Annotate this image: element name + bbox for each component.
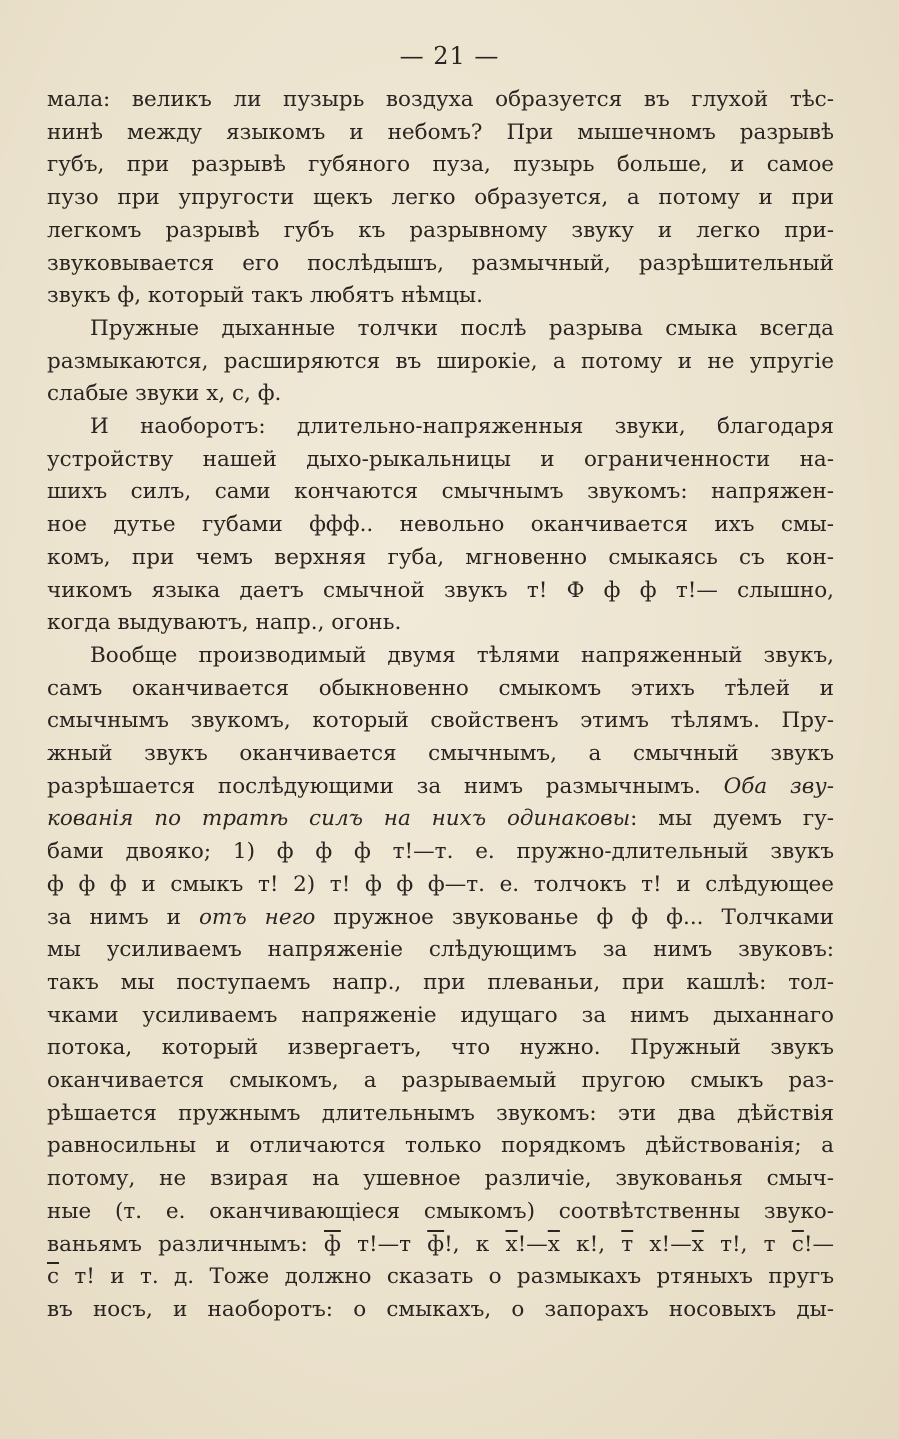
text-segment: жный звукъ оканчивается смычнымъ, а смычный звукъ	[47, 741, 834, 766]
text-line	[47, 1000, 834, 1032]
text-segment: комъ, при чемъ верхняя губа, мгновенно смыкаясь съ кон-	[47, 544, 834, 570]
text-line	[47, 1032, 834, 1064]
text-line	[47, 673, 834, 705]
text-line	[47, 803, 834, 835]
text-segment: х!—	[633, 1231, 692, 1257]
text-line	[47, 934, 834, 966]
text-line	[47, 607, 834, 639]
text-segment: ное дутье губами ффф.. невольно оканчивается ихъ смы-	[47, 512, 834, 538]
text-segment: оканчивается смыкомъ, а разрываемый пругою смыкъ раз-	[47, 1068, 834, 1093]
text-line	[47, 1261, 834, 1293]
text-segment: шихъ силъ, сами кончаются смычнымъ звукомъ: напряжен-	[47, 479, 834, 505]
text-segment: такъ мы поступаемъ напр., при плеваньи, при кашлѣ: тол-	[47, 969, 834, 995]
overlined-letter: ф	[324, 1231, 341, 1257]
text-segment: легкомъ разрывѣ губъ къ разрывному звуку и легко при-	[47, 217, 834, 243]
text-line	[47, 1065, 834, 1097]
text-line	[47, 836, 834, 868]
text-segment: потока, который извергаетъ, что нужно. Пружный звукъ	[47, 1035, 834, 1061]
text-line	[47, 509, 834, 541]
italic-phrase: кованія по тратѣ силъ на нихъ одинаковы	[47, 806, 631, 832]
text-line	[90, 640, 834, 672]
text-segment: потому, не взирая на ушевное различіе, звукованья смыч-	[47, 1166, 834, 1192]
text-line	[47, 1130, 834, 1162]
text-line	[47, 280, 834, 312]
overlined-letter: х	[547, 1231, 560, 1257]
text-segment: за нимъ и	[47, 904, 199, 930]
text-segment: звукъ ф, который такъ любятъ нѣмцы.	[47, 283, 483, 309]
text-segment: смычнымъ звукомъ, который свойственъ этимъ тѣлямъ. Пру-	[47, 708, 834, 734]
page-number: — 21 —	[399, 42, 500, 70]
text-segment: к!,	[559, 1231, 622, 1257]
text-line	[47, 738, 834, 770]
text-line	[47, 1098, 834, 1130]
text-segment: самъ оканчивается обыкновенно смыкомъ этихъ тѣлей и	[47, 675, 834, 701]
text-line	[47, 444, 834, 476]
overlined-letter: т	[621, 1231, 634, 1257]
text-segment: т!, т	[703, 1231, 792, 1257]
text-segment: !—	[803, 1231, 834, 1257]
overlined-letter: с	[47, 1264, 60, 1290]
text-line	[47, 967, 834, 999]
text-line	[47, 182, 834, 214]
text-line	[90, 313, 834, 345]
text-line	[47, 248, 834, 280]
text-segment: ные (т. е. оканчивающіеся смыкомъ) соотвѣтственны звуко-	[47, 1198, 834, 1224]
text-line	[47, 1294, 834, 1326]
text-segment: !, к	[444, 1231, 506, 1257]
overlined-letter: ф	[427, 1231, 445, 1257]
text-line	[90, 411, 834, 443]
text-line	[47, 575, 834, 607]
text-segment: бами двояко; 1) ф ф ф т!—т. е. пружно-длительный звукъ	[47, 839, 834, 865]
text-line	[47, 705, 834, 737]
overlined-letter: с	[791, 1231, 804, 1257]
text-segment: чикомъ языка даетъ смычной звукъ т! Ф ф ф т!— слышно,	[47, 577, 834, 603]
text-segment: равносильны и отличаются только порядкомъ дѣйствованія; а	[47, 1133, 834, 1159]
text-segment: пружное звукованье ф ф ф... Толчками	[315, 904, 834, 930]
text-segment: слабые звуки х, с, ф.	[47, 381, 282, 407]
text-line	[47, 902, 834, 934]
text-segment: звуковывается его послѣдышъ, размычный, разрѣшительный	[47, 250, 834, 276]
text-segment: И наоборотъ: длительно-напряженныя звуки, благодаря	[90, 414, 834, 439]
text-segment: рѣшается пружнымъ длительнымъ звукомъ: эти два дѣйствія	[47, 1100, 834, 1126]
text-line	[47, 542, 834, 574]
text-segment: ф ф ф и смыкъ т! 2) т! ф ф ф—т. е. толчокъ т! и слѣдующее	[47, 871, 834, 897]
text-line	[47, 346, 834, 378]
overlined-letter: х	[691, 1231, 704, 1257]
text-segment: разрѣшается послѣдующими за нимъ размычнымъ.	[47, 773, 724, 799]
text-line	[47, 149, 834, 181]
text-line	[47, 117, 834, 149]
text-segment: размыкаются, расширяются въ широкіе, а потому и не упругіе	[47, 348, 834, 374]
text-line	[47, 215, 834, 247]
text-segment: Пружные дыханные толчки послѣ разрыва смыка всегда	[90, 315, 834, 341]
text-line	[47, 378, 834, 410]
text-segment: Вообще производимый двумя тѣлями напряженный звукъ,	[90, 642, 834, 668]
text-line	[47, 84, 834, 116]
text-segment: ваньямъ различнымъ:	[47, 1231, 324, 1257]
italic-phrase: Оба зву-	[723, 773, 834, 799]
text-segment: т!—т	[340, 1231, 428, 1257]
text-segment: губъ, при разрывѣ губяного пуза, пузырь больше, и самое	[47, 152, 834, 178]
text-line	[47, 1196, 834, 1228]
text-line	[47, 869, 834, 901]
text-segment: т! и т. д. Тоже должно сказать о размыкахъ ртяныхъ пругъ	[59, 1264, 834, 1290]
italic-phrase: отъ него	[198, 904, 316, 930]
text-line	[47, 1163, 834, 1195]
text-line	[47, 1229, 834, 1261]
text-segment: пузо при упругости щекъ легко образуется, а потому и при	[47, 185, 834, 211]
text-segment: когда выдуваютъ, напр., огонь.	[47, 610, 402, 636]
text-segment: мала: великъ ли пузырь воздуха образуется въ глухой тѣс-	[47, 87, 834, 112]
text-line	[47, 771, 834, 803]
text-line	[47, 476, 834, 508]
text-segment: : мы дуемъ гу-	[630, 806, 834, 832]
text-segment: нинѣ между языкомъ и небомъ? При мышечномъ разрывѣ	[47, 119, 834, 145]
overlined-letter: х	[505, 1231, 518, 1257]
text-segment: въ носъ, и наоборотъ: о смыкахъ, о запорахъ носовыхъ ды-	[47, 1296, 834, 1322]
text-segment: чками усиливаемъ напряженіе идущаго за нимъ дыханнаго	[47, 1002, 834, 1028]
text-segment: устройству нашей дыхо-рыкальницы и ограниченности на-	[47, 446, 834, 472]
text-segment: мы усиливаемъ напряженіе слѣдующимъ за нимъ звуковъ:	[47, 937, 834, 963]
text-segment: !—	[517, 1231, 548, 1257]
